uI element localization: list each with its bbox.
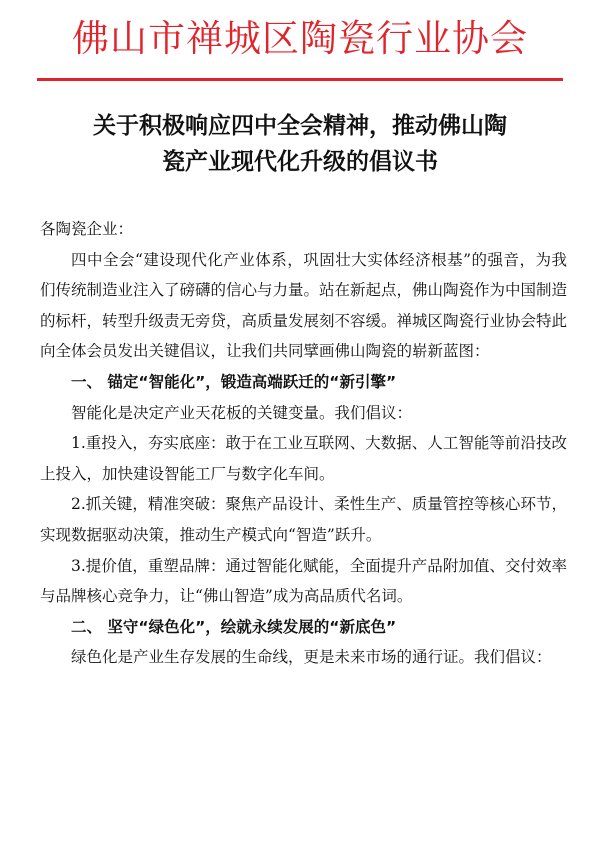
section-1-item-1: 1.重投入，夯实底座：敢于在工业互联网、大数据、人工智能等前沿技改上投入，加快建设智能工厂与数字化车间。 [40, 434, 567, 483]
section-2-lead: 绿色化是产业生存发展的生命线，更是未来市场的通行证。我们倡议： [71, 648, 552, 667]
document-title-line-1: 关于积极响应四中全会精神，推动佛山陶 [93, 113, 507, 139]
document-body [40, 214, 567, 673]
section-2-heading: 二、 坚守“绿色化”，绘就永续发展的“新底色” [71, 617, 397, 636]
section-1-item-2: 2.抓关键，精准突破：聚焦产品设计、柔性生产、质量管控等核心环节，实现数据驱动决策，推动生产模式向“智造”跃升。 [40, 495, 567, 544]
section-1-heading: 一、 锚定“智能化”，锻造高端跃迁的“新引擎” [71, 372, 397, 391]
document-title [40, 108, 560, 180]
organization-letterhead: 佛山市禅城区陶瓷行业协会 [72, 17, 528, 60]
salutation: 各陶瓷企业： [40, 220, 134, 238]
letterhead-red-rule [37, 78, 563, 81]
intro-paragraph: 四中全会“建设现代化产业体系，巩固壮大实体经济根基”的强音，为我们传统制造业注入了磅礴的信心与力量。站在新起点，佛山陶瓷作为中国制造的标杆，转型升级责无旁贷，高质量发展刻不容缓。禅城区陶瓷行业协会特此向全体会员发出关键倡议，让我们共同擘画佛山陶瓷的崭新蓝图： [40, 250, 568, 361]
section-1-item-3: 3.提价值，重塑品牌：通过智能化赋能，全面提升产品附加值、交付效率与品牌核心竞争力，让“佛山智造”成为高品质代名词。 [40, 556, 567, 606]
document-title-line-2: 瓷产业现代化升级的倡议书 [162, 149, 438, 175]
section-1-lead: 智能化是决定产业天花板的关键变量。我们倡议： [71, 403, 413, 422]
